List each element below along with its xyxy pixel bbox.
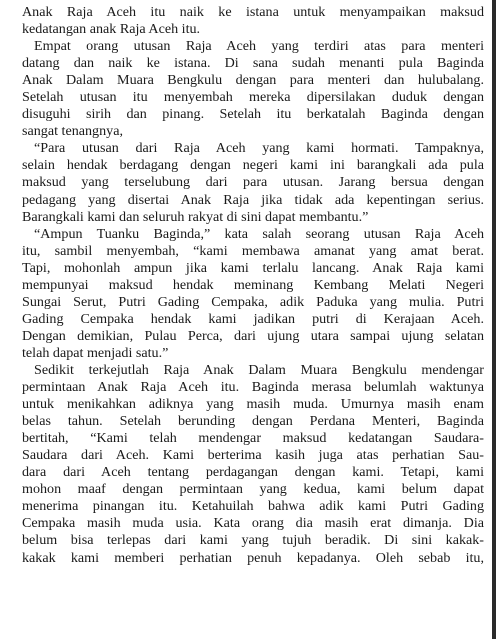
text-line: Sedikit terkejutlah Raja Anak Dalam Muara Bengkulu mendengar — [34, 361, 484, 378]
page-text — [22, 4, 484, 584]
text-line: bertitah, “Kami telah mendengar maksud kedatangan Saudara- — [22, 430, 484, 447]
text-line: Cempaka masih muda usia. Kata orang dia masih erat dimanja. Dia — [22, 515, 484, 532]
text-line: permintaan Anak Raja Aceh itu. Baginda merasa belumlah waktunya — [22, 379, 484, 396]
text-line: Anak Dalam Muara Bengkulu dengan para menteri dan hulubalang. — [22, 72, 484, 89]
text-line: menerima pinangan itu. Ketahuilah bahwa adik kami Putri Gading — [22, 498, 484, 515]
text-line: itu, sambil menyembah, “kami membawa amanat yang amat berat. — [22, 242, 484, 259]
text-line: “Ampun Tuanku Baginda,” kata salah seorang utusan Raja Aceh — [34, 225, 484, 242]
text-line: disuguhi sirih dan pinang. Setelah itu berkatalah Baginda dengan — [22, 106, 484, 123]
text-line: telah dapat menjadi satu.” — [22, 344, 169, 361]
text-line: Dengan demikian, Pulau Perca, dari ujung utara sampai ujung selatan — [22, 327, 484, 344]
text-line: maksud yang terselubung dari para utusan. Jarang bersua dengan — [22, 174, 484, 191]
text-line: mempunyai maksud hendak meminang Kembang Melati Negeri — [22, 276, 484, 293]
text-line — [22, 567, 484, 584]
text-line: selain hendak berdagang dengan negeri kami ini barangkali ada pula — [22, 157, 484, 174]
page-edge-border — [492, 0, 496, 639]
text-line: pedagang yang disertai Anak Raja jika tidak ada kepentingan serius. — [22, 191, 484, 208]
text-line: Barangkali kami dan seluruh rakyat di sini dapat membantu.” — [22, 208, 369, 225]
text-line: kakak kami memberi perhatian penuh kepadanya. Oleh sebab itu, — [22, 549, 484, 566]
text-line: sangat tenangnya, — [22, 123, 123, 140]
text-line: “Para utusan dari Raja Aceh yang kami hormati. Tampaknya, — [34, 140, 484, 157]
text-line: untuk menikahkan adiknya yang masih muda. Umurnya masih enam — [22, 396, 484, 413]
text-line: Setelah utusan itu menyembah mereka dipersilakan duduk dengan — [22, 89, 484, 106]
text-line: Saudara dari Aceh. Kami berterima kasih juga atas perhatian Sau- — [22, 447, 484, 464]
text-line: Sungai Serut, Putri Gading Cempaka, adik Paduka yang mulia. Putri — [22, 293, 484, 310]
text-line: belas tahun. Setelah berunding dengan Perdana Menteri, Baginda — [22, 413, 484, 430]
text-line: datang dan naik ke istana. Di sana sudah menanti pula Baginda — [22, 55, 484, 72]
text-line: kedatangan anak Raja Aceh itu. — [22, 21, 201, 38]
text-line: Anak Raja Aceh itu naik ke istana untuk menyampaikan maksud — [22, 4, 484, 20]
text-line: Empat orang utusan Raja Aceh yang terdiri atas para menteri — [34, 38, 484, 55]
text-line: Tapi, mohonlah ampun jika kami terlalu lancang. Anak Raja kami — [22, 259, 484, 276]
text-line: belum bisa terlepas dari kami yang tujuh beradik. Di sini kakak- — [22, 532, 484, 549]
text-line: dara dari Aceh tentang perdagangan dengan kami. Tetapi, kami — [22, 464, 484, 481]
text-line: Gading Cempaka hendak kami jadikan putri di Kerajaan Aceh. — [22, 310, 484, 327]
text-line: mohon maaf dengan permintaan yang kedua, kami belum dapat — [22, 481, 484, 498]
